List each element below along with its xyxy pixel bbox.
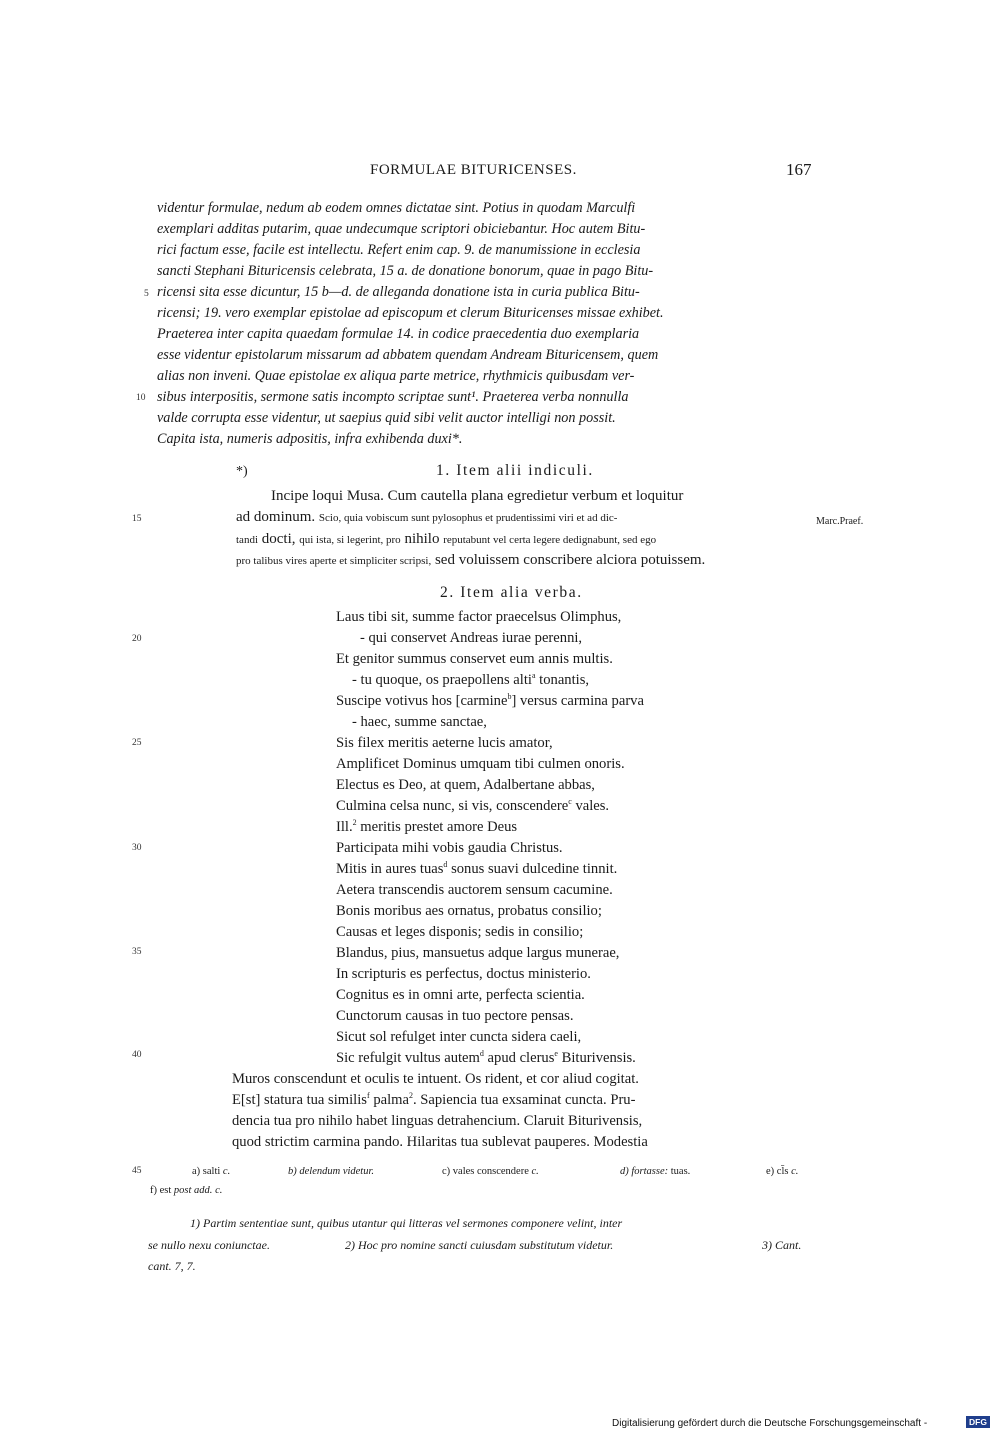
verse-line	[336, 798, 609, 815]
apparatus-text: a) salti	[192, 1166, 221, 1177]
line-number: 25	[132, 738, 142, 748]
verse-line: Bonis moribus aes ornatus, probatus consilio;	[336, 903, 602, 919]
small-text: pro talibus vires aperte et simpliciter scripsi,	[236, 555, 432, 567]
footnote-ref: 2	[352, 818, 357, 828]
apparatus-text: e) cl̄s	[766, 1166, 789, 1177]
apparatus-note	[192, 1166, 230, 1177]
verse-text: sonus suavi dulcedine tinnit.	[451, 861, 618, 877]
intro-line: ricensi sita esse dicuntur, 15 b—d. de alleganda donatione ista in curia publica Bitu-	[157, 284, 640, 300]
verse-text: Sic refulgit vultus autem	[336, 1050, 480, 1066]
small-text: qui ista, si legerint, pro	[299, 534, 401, 546]
verse-line: Cognitus es in omni arte, perfecta scientia.	[336, 987, 585, 1003]
large-text: nihilo	[404, 531, 440, 547]
verse-line: Laus tibi sit, summe factor praecelsus Olimphus,	[336, 609, 622, 625]
verse-line	[336, 861, 617, 878]
verse-line: In scripturis es perfectus, doctus ministerio.	[336, 966, 591, 982]
verse-line: Suscipe votivus hos [carmine$^b$] versus carmina parva	[336, 692, 644, 709]
footnote-ref: 2	[408, 1091, 413, 1101]
verse-text: Biturivensis.	[561, 1050, 636, 1066]
apparatus-text: post add.	[173, 1185, 213, 1196]
footnote-line: cant. 7, 7.	[148, 1259, 196, 1273]
verse-text: apud clerus	[487, 1050, 555, 1066]
section-1-line	[236, 509, 617, 526]
intro-line: rici factum esse, facile est intellectu. Refert enim cap. 9. de manumissione in ecclesia	[157, 242, 641, 258]
verse-line: Cunctorum causas in tuo pectore pensas.	[336, 1008, 574, 1024]
line-number: 40	[132, 1050, 142, 1060]
line-number: 20	[132, 634, 142, 644]
small-text: reputabunt vel certa legere dedignabunt, sed ego	[443, 534, 657, 546]
apparatus-note	[150, 1185, 222, 1196]
verse-line	[352, 672, 589, 689]
footnote-line: se nullo nexu coniunctae.	[148, 1238, 270, 1252]
line-number: 10	[136, 393, 146, 403]
small-text: tandi	[236, 534, 258, 546]
page-number: 167	[786, 160, 812, 179]
intro-line: sibus interpositis, sermone satis incompto scriptae sunt¹. Praeterea verba nonnulla	[157, 389, 629, 405]
verse-text: Culmina celsa nunc, si vis, conscendere	[336, 798, 569, 814]
section-marker: *)	[236, 464, 248, 479]
section-1-line	[236, 531, 656, 548]
verse-text: tonantis,	[539, 672, 590, 688]
apparatus-ref: d	[443, 860, 448, 870]
apparatus-note	[620, 1166, 690, 1177]
verse-text: - tu quoque, os praepollens alti	[352, 672, 532, 688]
apparatus-text: f) est	[150, 1185, 172, 1196]
intro-line: sancti Stephani Bituricensis celebrata, 15 a. de donatione bonorum, quae in pago Bitu-	[157, 263, 654, 279]
intro-line: alias non inveni. Quae epistolae ex aliqua parte metrice, rhythmicis quibusdam ver-	[157, 368, 635, 384]
verse-line	[336, 819, 517, 836]
intro-line: exemplari additas putarim, quae undecumque scriptori obiciebantur. Hoc autem Bitu-	[157, 221, 646, 237]
large-text: docti,	[261, 531, 296, 547]
intro-line: esse videntur epistolarum missarum ad abbatem quendam Andream Bituricensem, quem	[157, 347, 659, 363]
apparatus-text: c.	[791, 1166, 799, 1177]
apparatus-note	[442, 1166, 539, 1177]
verse-text: Ill.	[336, 819, 353, 835]
footnote-line: 2) Hoc pro nomine sancti cuiusdam substitutum videtur.	[345, 1238, 614, 1252]
apparatus-ref: b	[507, 692, 512, 702]
line-number: 35	[132, 947, 142, 957]
verse-line: Amplificet Dominus umquam tibi culmen onoris.	[336, 756, 625, 772]
section-1-title: 1. Item alii indiculi.	[436, 462, 594, 479]
verse-line: - qui conservet Andreas iurae perenni,	[360, 630, 583, 646]
apparatus-text: tuas.	[670, 1166, 691, 1177]
section-2-title: 2. Item alia verba.	[440, 584, 583, 601]
apparatus-text: c) vales conscendere	[442, 1166, 529, 1177]
apparatus-text: b) delendum videtur.	[288, 1166, 375, 1177]
prose-line: quod strictim carmina pando. Hilaritas tua sublevat pauperes. Modestia	[232, 1134, 648, 1150]
apparatus-text: c.	[215, 1185, 223, 1196]
intro-line: Capita ista, numeris adpositis, infra exhibenda duxi*.	[157, 431, 463, 447]
verse-text: Mitis in aures tuas	[336, 861, 444, 877]
section-1-line	[236, 552, 705, 569]
verse-text: versus carmina parva	[519, 693, 644, 709]
prose-text: palma	[373, 1092, 409, 1108]
apparatus-note	[288, 1166, 374, 1177]
prose-line	[232, 1092, 635, 1109]
footnote-line: 3) Cant.	[762, 1238, 802, 1252]
verse-line: Participata mihi vobis gaudia Christus.	[336, 840, 563, 856]
apparatus-text: c.	[222, 1166, 231, 1177]
large-text: sed voluissem conscribere alciora potuissem.	[434, 552, 706, 568]
line-number: 30	[132, 843, 142, 853]
apparatus-text: c.	[531, 1166, 539, 1177]
apparatus-text: d) fortasse:	[620, 1166, 669, 1177]
line-number: 45	[132, 1166, 142, 1176]
verse-line: Sicut sol refulget inter cuncta sidera caeli,	[336, 1029, 582, 1045]
intro-line: Praeterea inter capita quaedam formulae 14. in codice praecedentia duo exemplaria	[157, 326, 640, 342]
apparatus-note	[766, 1166, 798, 1177]
prose-line: dencia tua pro nihilo habet linguas detrahencium. Claruit Biturivensis,	[232, 1113, 643, 1129]
intro-line: ricensi; 19. vero exemplar epistolae ad episcopum et clerum Bituricenses missae exhibet.	[157, 305, 664, 321]
apparatus-ref: e	[554, 1049, 558, 1059]
verse-text: vales.	[575, 798, 610, 814]
verse-line: Electus es Deo, at quem, Adalbertane abbas,	[336, 777, 595, 793]
small-text: Scio, quia vobiscum sunt pylosophus et prudentissimi viri et ad dic-	[318, 512, 618, 524]
apparatus-ref: a	[531, 671, 536, 681]
verse-line: Et genitor summus conservet eum annis multis.	[336, 651, 613, 667]
apparatus-ref: c	[568, 797, 572, 807]
verse-line	[336, 1050, 636, 1067]
verse-text: meritis prestet amore Deus	[360, 819, 518, 835]
margin-note: Marc.Praef.	[816, 516, 864, 527]
verse-text: Suscipe votivus hos [carmine	[336, 693, 508, 709]
running-head-title: FORMULAE BITURICENSES.	[370, 162, 577, 178]
intro-line: videntur formulae, nedum ab eodem omnes dictatae sint. Potius in quodam Marculfi	[157, 200, 636, 216]
apparatus-ref: d	[479, 1049, 484, 1059]
verse-line: Blandus, pius, mansuetus adque largus munerae,	[336, 945, 620, 961]
intro-line: valde corrupta esse videntur, ut saepius quid sibi velit auctor intelligi non possit.	[157, 410, 616, 426]
verse-line: Sis filex meritis aeterne lucis amator,	[336, 735, 553, 751]
verse-line: - haec, summe sanctae,	[352, 714, 487, 730]
verse-line: Causas et leges disponis; sedis in consilio;	[336, 924, 584, 940]
line-number: 5	[144, 289, 149, 299]
large-text: ad dominum.	[236, 509, 316, 525]
dfg-logo: DFG	[966, 1416, 990, 1428]
prose-line: Muros conscendunt et oculis te intuent. Os rident, et cor aliud cogitat.	[232, 1071, 639, 1087]
verse-line: Aetera transcendis auctorem sensum cacumine.	[336, 882, 613, 898]
prose-text: E[st] statura tua similis	[232, 1092, 367, 1108]
line-number: 15	[132, 514, 142, 524]
apparatus-ref: f	[366, 1091, 370, 1101]
footnote-line: 1) Partim sententiae sunt, quibus utantur qui litteras vel sermones componere velint, inter	[190, 1216, 623, 1230]
prose-text: . Sapiencia tua exsaminat cuncta. Pru-	[412, 1092, 636, 1108]
digitization-credit: Digitalisierung gefördert durch die Deutsche Forschungsgemeinschaft -	[612, 1418, 928, 1429]
section-1-line: Incipe loqui Musa. Cum cautella plana egredietur verbum et loquitur	[271, 488, 684, 504]
